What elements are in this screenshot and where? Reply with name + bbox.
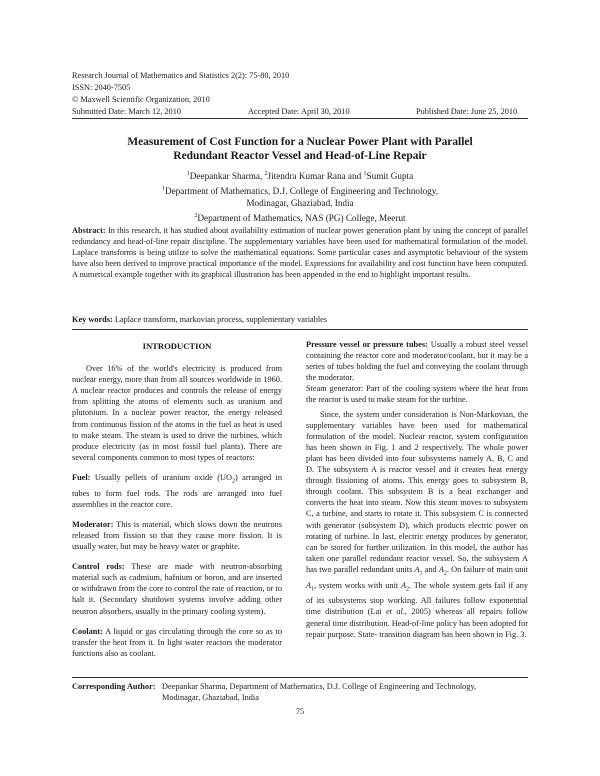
author-block bbox=[60, 168, 540, 225]
published-date: Published Date: June 25, 2010 bbox=[416, 107, 518, 116]
corresponding-author-label: Corresponding Author: bbox=[72, 682, 156, 691]
coolant-paragraph: Coolant: A liquid or gas circulating through the core so as to transfer the heat from it. In light water reactors the moderator functions also as coolant. bbox=[72, 626, 282, 658]
moderator-paragraph: Moderator: This is material, which slows down the neutrons released from fission so that they cause more fission. It is usually water, but may be heavy water or graphite. bbox=[72, 519, 282, 552]
intro-paragraph: Over 16% of the world's electricity is produced from nuclear energy, more than from all sources worldwide in 1960. A nuclear reactor produces and controls the release of energy from splitting the atoms of elements such as uranium and plutonium. In a nuclear power reactor, the energy released from continuous fission of the atoms in the fuel as heat is used to make steam. The steam is used to drive the turbines, which produce electricity (as in most fossil fuel plants). There are several components common to most types of reactors: bbox=[72, 364, 282, 462]
steam-generator-paragraph: Steam generator: Part of the cooling system where the heat from the reactor is used to make steam for the turbine. bbox=[306, 384, 528, 405]
paper-title bbox=[60, 135, 540, 163]
header-rule bbox=[72, 118, 528, 119]
abstract-label: Abstract: bbox=[72, 226, 106, 235]
system-description-paragraph: Since, the system under consideration is Non-Markovian, the supplementary variables have been used for mathematical formulation of the model. Nuclear reactor, system configuration has been shown in Fig. 1 and 2 respectively. The whole power plant has been divided into four subsystems namely A, B, C and D. The subsystem A is reactor vessel and it creates heat energy through fissioning of atoms. This energy goes to subsystem B, through coolant. This subsystem B is a heat exchanger and converts the heat into steam. Now this steam moves to subsystem C, a turbine, and starts to rotate it. This subsystem C is connected with generator (subsystem D), which products electric power on rotating of turbine. In last, electric energy produces by generator, can be stored for further utilization. In this model, the author has taken one parallel redundant reactor vessel. So, the subsystem A has two parallel redundant units $A_1$ and $A_2$. On failure of main unit $A_1$, system works with unit $A_2$. The whole system gets fail if any of its subsystems stop working. All failures follow exponential time distribution (Lai et al., 2005) whereas all repairs follow general time distribution. Head-of-line policy has been adopted for repair purpose. State- transition diagram has been shown in Fig. 3. bbox=[306, 409, 529, 639]
author-names: $^1$Deepankar Sharma, $^2$Jitendra Kumar Rana and $^1$Sumit Gupta bbox=[186, 171, 414, 182]
corresponding-author bbox=[72, 681, 528, 703]
author-3: Sumit Gupta bbox=[366, 171, 414, 182]
page-number: 75 bbox=[295, 707, 305, 716]
author-2: Jitendra Kumar Rana and bbox=[267, 171, 362, 182]
keywords-label: Key words: bbox=[72, 315, 113, 324]
affiliation-1: $^1$Department of Mathematics, D.J. College of Engineering and Technology, bbox=[161, 185, 439, 196]
affiliation-2: $^2$Department of Mathematics, NAS (PG) College, Meerut bbox=[194, 212, 406, 223]
section-heading-introduction: INTRODUCTION bbox=[142, 341, 212, 351]
left-column bbox=[72, 341, 282, 659]
abstract bbox=[72, 225, 528, 280]
corresponding-author-line-1: Deepankar Sharma, Department of Mathematics, D.J. College of Engineering and Technology, bbox=[162, 682, 477, 691]
accepted-date: Accepted Date: April 30, 2010 bbox=[248, 107, 350, 116]
title-line-1: Measurement of Cost Function for a Nuclear Power Plant with Parallel bbox=[127, 136, 473, 148]
keywords-text: Laplace transform, markovian process, supplementary variables bbox=[114, 315, 328, 324]
keywords bbox=[72, 315, 327, 324]
control-rods-paragraph: Control rods: These are made with neutron-absorbing material such as cadmium, hafnium or boron, and are inserted or withdrawn from the core to control the rate of reaction, or to halt it. (Secondary shutdown systems involve adding other neutron absorbers, usually in the primary cooling system). bbox=[72, 562, 282, 616]
title-line-2: Redundant Reactor Vessel and Head-of-Line Repair bbox=[173, 150, 427, 162]
submitted-date: Submitted Date: March 12, 2010 bbox=[72, 107, 181, 116]
pressure-vessel-paragraph: Pressure vessel or pressure tubes: Usually a robust steel vessel containing the reactor core and moderator/coolant, but it may be a series of tubes holding the fuel and conveying the coolant through the moderator. bbox=[306, 340, 529, 383]
abstract-text: In this research, it has studied about availability estimation of nuclear power generation plant by using the concept of parallel redundancy and head-of-line repair discipline. The supplementary variables have been used for mathematical formulation of the model. Laplace transforms is being utilize to solve the mathematical equations. Some particular cases and asymptotic behaviour of the system have also been derived to improve practical importance of the model. Expressions for availability and cost function have been computed. A numerical example together with its graphical illustration has been appended in the end to highlight important results. bbox=[72, 226, 528, 280]
affiliation-1-city: Modinagar, Ghaziabad, India bbox=[246, 198, 354, 209]
corresponding-author-line-2: Modinagar, Ghaziabad, India bbox=[162, 693, 259, 702]
fuel-paragraph: Fuel: Usually pellets of uranium oxide $(UO_2)$ arranged in tubes to form fuel rods. The rods are arranged into fuel assemblies in the reactor core. bbox=[72, 472, 282, 509]
author-1: Deepankar Sharma, bbox=[189, 171, 263, 182]
journal-issn: ISSN: 2040-7505 bbox=[72, 83, 131, 92]
journal-citation: Research Journal of Mathematics and Statistics 2(2): 75-80, 2010 bbox=[72, 71, 290, 80]
footer-rule bbox=[72, 677, 528, 678]
keywords-rule bbox=[72, 329, 528, 330]
journal-copyright: © Maxwell Scientific Organization, 2010 bbox=[72, 95, 210, 104]
right-column bbox=[306, 339, 528, 640]
